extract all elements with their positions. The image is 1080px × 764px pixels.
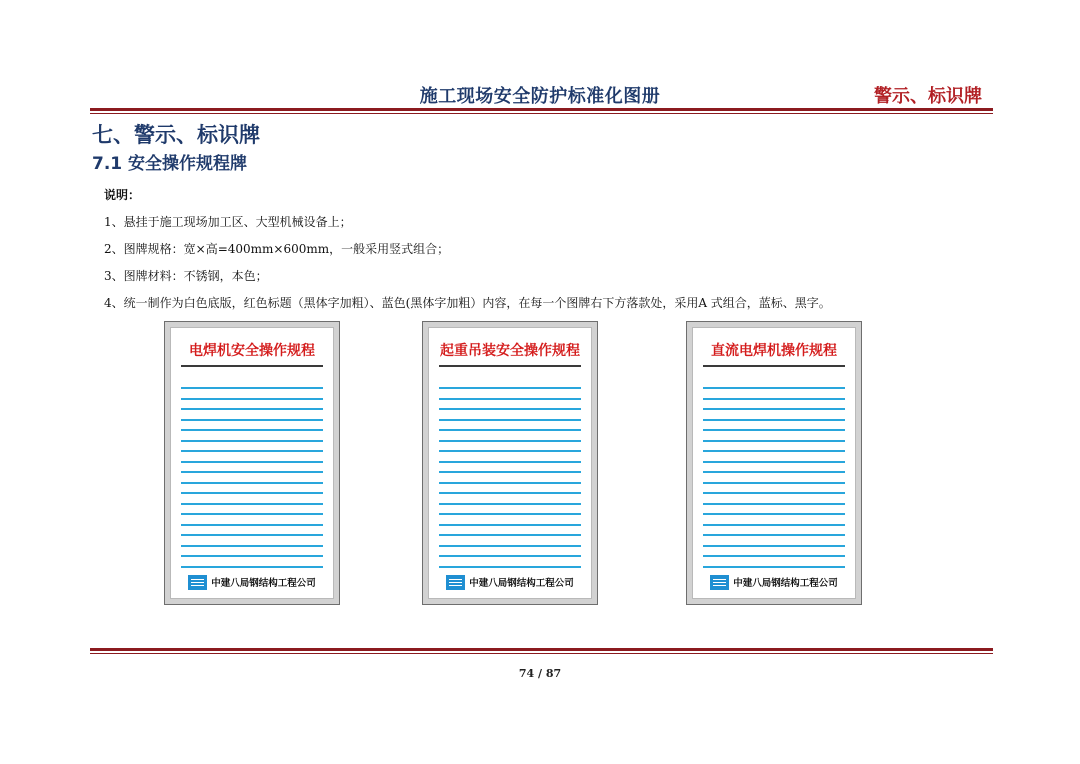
sign-content-line [181, 534, 323, 536]
sign-content-line [703, 524, 845, 526]
sign-content-line [439, 398, 581, 400]
company-name: 中建八局钢结构工程公司 [469, 578, 574, 589]
sign-content-line [181, 545, 323, 547]
notes-label: 说明： [104, 188, 141, 202]
sign-content-line [439, 387, 581, 389]
page-number: 74 / 87 [518, 667, 562, 680]
sign-content-line [703, 555, 845, 557]
sign-footer [693, 573, 855, 591]
header-rule-thin [90, 113, 993, 114]
sign-content-line [181, 555, 323, 557]
sign-panel [692, 327, 856, 599]
subsection-heading: 7.1 安全操作规程牌 [92, 154, 248, 174]
sign-content-line [439, 440, 581, 442]
sign-content-line [181, 398, 323, 400]
sign-panel [170, 327, 334, 599]
sign-footer [171, 573, 333, 591]
sign-content-line [439, 534, 581, 536]
header-rule-thick [90, 108, 993, 111]
sign-content-line [703, 440, 845, 442]
company-name: 中建八局钢结构工程公司 [733, 578, 838, 589]
sign-content-line [703, 398, 845, 400]
company-name: 中建八局钢结构工程公司 [211, 578, 316, 589]
company-logo-icon [710, 575, 729, 590]
sign-title: 起重吊装安全操作规程 [440, 343, 580, 359]
sign-content-line [703, 408, 845, 410]
chapter-heading: 七、警示、标识牌 [92, 123, 260, 147]
sign-content-line [703, 482, 845, 484]
notes-block [104, 184, 984, 319]
note-item: 1、悬挂于施工现场加工区、大型机械设备上； [104, 215, 352, 229]
company-logo-icon [188, 575, 207, 590]
sign-content-line [181, 408, 323, 410]
sign-content-line [181, 524, 323, 526]
sign-content-line [181, 482, 323, 484]
sign-content-line [181, 471, 323, 473]
sign-title: 电焊机安全操作规程 [189, 343, 315, 359]
sign-content-line [181, 429, 323, 431]
sign-content-line [703, 566, 845, 568]
sign-title-rule [703, 365, 845, 367]
sign-content-line [703, 461, 845, 463]
sign-content-line [439, 524, 581, 526]
sign-content-line [439, 471, 581, 473]
footer-rule-thick [90, 648, 993, 651]
sign-title: 直流电焊机操作规程 [711, 343, 837, 359]
sign-board [686, 321, 862, 605]
sign-footer [429, 573, 591, 591]
sign-content-line [703, 419, 845, 421]
company-logo-icon [446, 575, 465, 590]
sign-content-line [181, 461, 323, 463]
sign-content-line [181, 492, 323, 494]
sign-content-line [181, 387, 323, 389]
sign-content-line [181, 419, 323, 421]
sign-content-line [439, 429, 581, 431]
sign-board [164, 321, 340, 605]
sign-content-line [703, 471, 845, 473]
sign-panel [428, 327, 592, 599]
sign-content-line [439, 555, 581, 557]
sign-title-rule [439, 365, 581, 367]
sign-board [422, 321, 598, 605]
sign-content-line [439, 419, 581, 421]
note-item: 2、图牌规格：宽×高=400mm×600mm，一般采用竖式组合； [104, 242, 450, 256]
sign-content-line [181, 503, 323, 505]
sign-content-line [181, 513, 323, 515]
sign-content-line [181, 440, 323, 442]
sign-content-line [703, 450, 845, 452]
sign-content-line [181, 566, 323, 568]
sign-content-line [439, 492, 581, 494]
sign-content-line [703, 545, 845, 547]
sign-content-line [703, 534, 845, 536]
sign-content-line [439, 513, 581, 515]
header-section-label: 警示、标识牌 [874, 86, 982, 107]
sign-title-rule [181, 365, 323, 367]
sign-content-line [703, 503, 845, 505]
sign-content-line [703, 492, 845, 494]
sign-content-line [439, 566, 581, 568]
header-title: 施工现场安全防护标准化图册 [419, 86, 661, 107]
footer-rule-thin [90, 653, 993, 654]
sign-content-line [181, 450, 323, 452]
sign-content-line [439, 545, 581, 547]
sign-content-line [439, 461, 581, 463]
sign-content-line [703, 429, 845, 431]
note-item: 3、图牌材料：不锈钢，本色； [104, 269, 268, 283]
sign-content-line [703, 513, 845, 515]
note-item: 4、统一制作为白色底版，红色标题（黑体字加粗）、蓝色(黑体字加粗）内容，在每一个图牌右下方落款处，采用A 式组合，蓝标、黑字。 [104, 296, 831, 310]
sign-content-line [439, 503, 581, 505]
sign-content-line [439, 482, 581, 484]
sign-content-line [439, 450, 581, 452]
sign-content-line [439, 408, 581, 410]
sign-content-line [703, 387, 845, 389]
